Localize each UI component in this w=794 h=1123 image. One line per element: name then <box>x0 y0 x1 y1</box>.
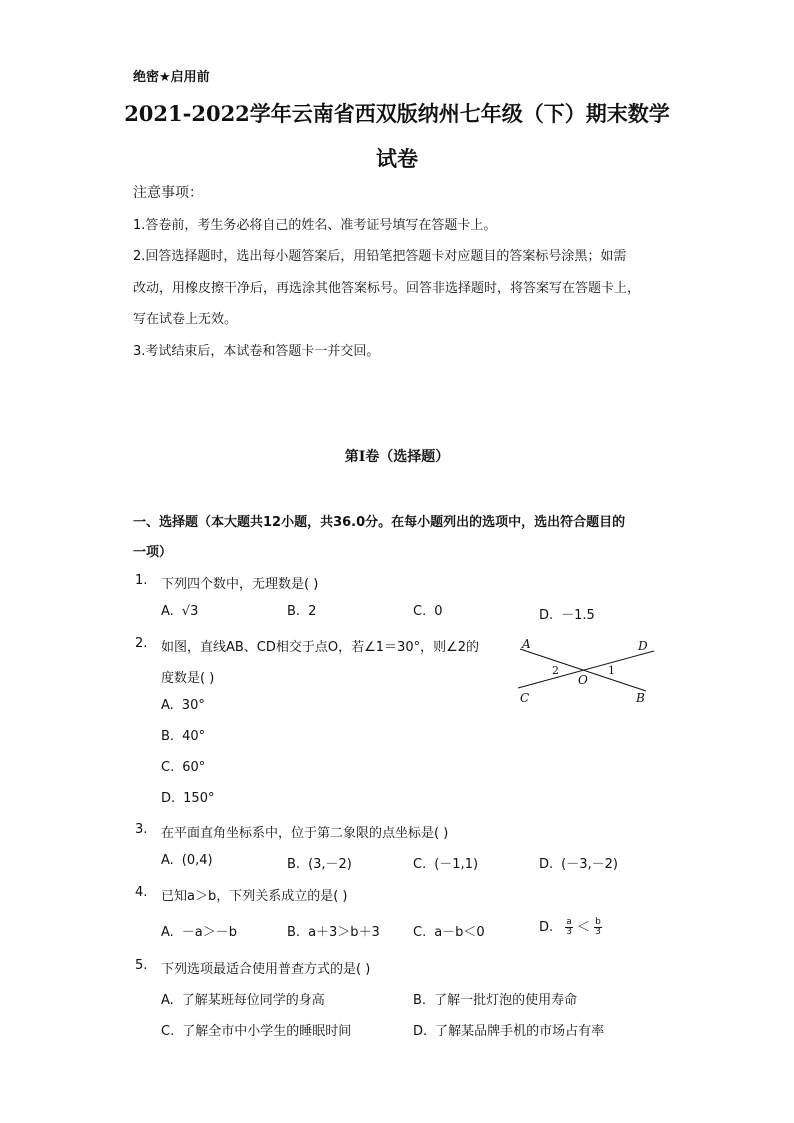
option-label: D. <box>413 1024 428 1039</box>
option-value: 60° <box>182 760 206 775</box>
question-number: 5. <box>135 958 148 973</box>
notice-item-2-line2: 改动，用橡皮擦干净后，再选涂其他答案标号。回答非选择题时，将答案写在答题卡上， <box>133 281 641 296</box>
option-value: a＋3＞b＋3 <box>308 925 380 940</box>
option-value: 了解一批灯泡的使用寿命 <box>434 993 578 1008</box>
question-2-text-line2: 度数是( ) <box>161 671 215 686</box>
option-label: C. <box>413 857 427 872</box>
option-label: A. <box>161 853 174 868</box>
point-a-label: A <box>522 637 531 651</box>
question-4-text: 已知a＞b，下列关系成立的是( ) <box>161 889 348 904</box>
notice-heading: 注意事项： <box>133 185 203 201</box>
option-value: 30° <box>181 698 205 713</box>
intersecting-lines-figure <box>512 630 662 710</box>
option-label: C. <box>161 760 175 775</box>
option-label: A. <box>161 698 174 713</box>
option-label: B. <box>413 993 427 1008</box>
section-heading-line1: 一、选择题（本大题共12小题，共36.0分。在每小题列出的选项中，选出符合题目的 <box>133 515 626 530</box>
option-value: －a＞－b <box>181 925 238 940</box>
q3-option-a <box>161 853 213 868</box>
point-b-label: B <box>636 691 645 705</box>
q3-option-c <box>413 853 478 872</box>
exam-title-line1: 2021-2022学年云南省西双版纳州七年级（下）期末数学 <box>124 101 670 126</box>
fraction-b-over-3: $\frac{b}{3}$ <box>595 917 601 937</box>
notice-item-2-line3: 写在试卷上无效。 <box>133 312 238 327</box>
question-2-text-line1: 如图，直线AB、CD相交于点O，若∠1＝30°，则∠2的 <box>161 640 480 655</box>
q3-option-b <box>287 853 352 872</box>
angle-2-label: 2 <box>552 664 559 677</box>
point-o-label: O <box>578 673 588 687</box>
option-value: (－3,－2) <box>561 857 618 872</box>
option-value: (0,4) <box>181 853 213 868</box>
option-label: B. <box>161 729 175 744</box>
option-label: C. <box>413 925 427 940</box>
point-c-label: C <box>520 691 530 705</box>
option-value: (3,－2) <box>308 857 352 872</box>
question-3-text: 在平面直角坐标系中，位于第二象限的点坐标是( ) <box>161 826 449 841</box>
q3-option-d <box>539 853 618 872</box>
confidential-mark: 绝密★启用前 <box>133 70 210 85</box>
q4-option-a <box>161 921 237 940</box>
q4-option-d <box>539 916 602 937</box>
notice-item-3: 3.考试结束后，本试卷和答题卡一并交回。 <box>133 344 380 359</box>
option-label: D. <box>539 608 554 623</box>
option-value: √3 <box>181 604 199 619</box>
q2-option-d <box>161 791 214 806</box>
question-number: 1. <box>135 573 148 588</box>
notice-item-1: 1.答卷前，考生务必将自己的姓名、准考证号填写在答题卡上。 <box>133 218 497 233</box>
q2-option-a <box>161 698 205 713</box>
fraction-a-over-3: $\frac{a}{3}$ <box>566 917 572 937</box>
q5-option-c <box>161 1020 351 1039</box>
option-label: C. <box>161 1024 175 1039</box>
notice-item-2-line1: 2.回答选择题时，选出每小题答案后，用铅笔把答题卡对应题目的答案标号涂黑；如需 <box>133 249 627 264</box>
option-value: －1.5 <box>561 608 595 623</box>
q1-option-c <box>413 604 443 619</box>
option-value: 了解全市中小学生的睡眠时间 <box>182 1024 352 1039</box>
option-value: 40° <box>182 729 206 744</box>
option-label: D. <box>539 920 554 935</box>
option-value: 了解某班每位同学的身高 <box>181 993 325 1008</box>
q5-option-d <box>413 1020 604 1039</box>
exam-title-line2: 试卷 <box>376 146 418 171</box>
part-title: 第I卷（选择题） <box>344 449 450 465</box>
q1-option-d <box>539 604 595 623</box>
q1-option-a <box>161 604 198 619</box>
point-d-label: D <box>638 639 648 653</box>
option-label: A. <box>161 604 174 619</box>
q5-option-a <box>161 989 325 1008</box>
option-label: D. <box>539 857 554 872</box>
option-label: B. <box>287 925 301 940</box>
angle-1-label: 1 <box>608 664 615 677</box>
question-1-text: 下列四个数中，无理数是( ) <box>161 577 319 592</box>
q4-option-b <box>287 921 380 940</box>
option-label: A. <box>161 925 174 940</box>
option-value: (－1,1) <box>434 857 479 872</box>
less-than-sign: ＜ <box>576 920 590 935</box>
question-number: 4. <box>135 885 148 900</box>
question-5-text: 下列选项最适合使用普查方式的是( ) <box>161 962 371 977</box>
option-value: 0 <box>434 604 443 619</box>
question-number: 3. <box>135 822 148 837</box>
option-label: A. <box>161 993 174 1008</box>
q1-option-b <box>287 604 316 619</box>
option-label: B. <box>287 857 301 872</box>
option-label: C. <box>413 604 427 619</box>
option-value: 150° <box>183 791 215 806</box>
q2-option-c <box>161 760 205 775</box>
option-value: 2 <box>308 604 317 619</box>
q4-option-c <box>413 921 485 940</box>
section-heading-line2: 一项） <box>133 545 173 560</box>
question-number: 2. <box>135 636 148 651</box>
option-label: D. <box>161 791 176 806</box>
q5-option-b <box>413 989 577 1008</box>
option-value: a－b＜0 <box>434 925 485 940</box>
option-label: B. <box>287 604 301 619</box>
q2-option-b <box>161 729 205 744</box>
option-value: 了解某品牌手机的市场占有率 <box>435 1024 605 1039</box>
